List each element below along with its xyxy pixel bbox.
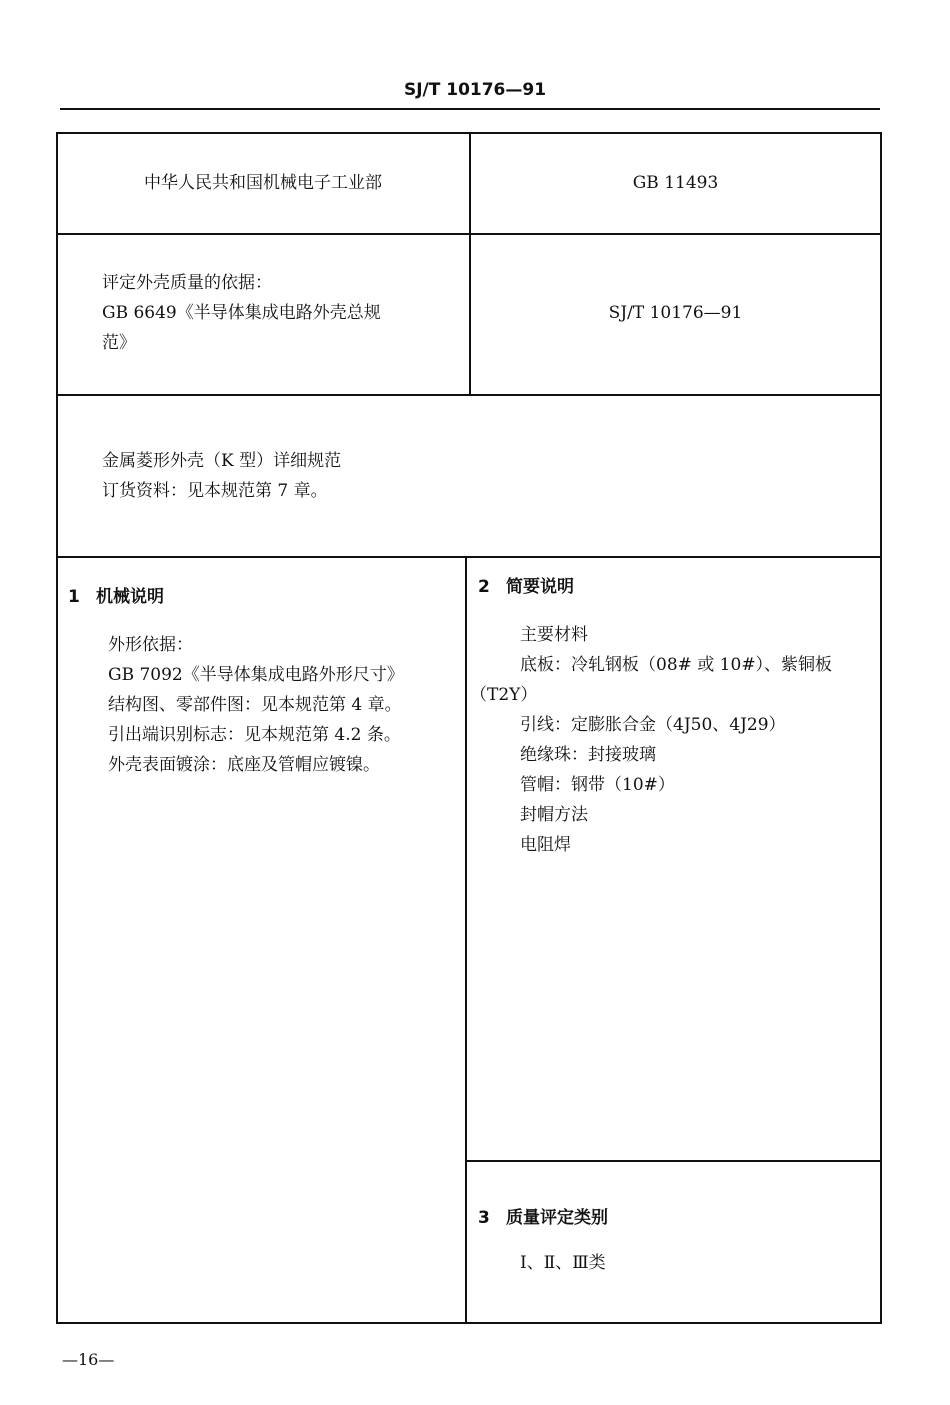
- section2-line: 主要材料: [520, 625, 588, 645]
- section3-divider: [465, 1160, 882, 1162]
- assessment-basis-line: GB 6649《半导体集成电路外壳总规: [102, 303, 381, 323]
- ordering-info: 订货资料：见本规范第 7 章。: [102, 481, 328, 501]
- page-number: —16—: [62, 1350, 115, 1369]
- spec-code: SJ/T 10176—91: [608, 303, 743, 323]
- assessment-basis: [102, 268, 462, 358]
- section3-number: 3: [478, 1208, 490, 1228]
- assessment-basis-line: 范》: [102, 333, 136, 353]
- section2-line: 底板：冷轧钢板（08# 或 10#）、紫铜板: [520, 655, 833, 675]
- section2-number: 2: [478, 577, 490, 597]
- quality-category: Ⅰ、Ⅱ、Ⅲ类: [520, 1253, 606, 1273]
- section2-heading: [478, 572, 574, 602]
- section3-heading: [478, 1203, 608, 1233]
- section1-heading: [68, 582, 164, 612]
- section2-line: 管帽：钢带（10#）: [520, 775, 675, 795]
- issuing-authority: 中华人民共和国机械电子工业部: [144, 173, 382, 193]
- section1-number: 1: [68, 587, 80, 607]
- assessment-basis-line: 评定外壳质量的依据：: [102, 273, 272, 293]
- section1-line: 外形依据：: [108, 635, 193, 655]
- section2-line: 封帽方法: [520, 805, 588, 825]
- section1-line: 结构图、零部件图：见本规范第 4 章。: [108, 695, 402, 715]
- section2-line: 绝缘珠：封接玻璃: [520, 745, 656, 765]
- section1-title: 机械说明: [96, 587, 164, 607]
- row2-divider: [56, 394, 882, 396]
- section2-line: 引线：定膨胀合金（4J50、4J29）: [520, 715, 786, 735]
- spec-title: 金属菱形外壳（K 型）详细规范: [102, 451, 342, 471]
- standard-number: GB 11493: [632, 173, 719, 193]
- section1-line: GB 7092《半导体集成电路外形尺寸》: [108, 665, 404, 685]
- row3-divider: [56, 556, 882, 558]
- document-code-header: SJ/T 10176—91: [403, 80, 547, 100]
- section2-line: 电阻焊: [520, 835, 571, 855]
- section1-line: 外壳表面镀涂：底座及管帽应镀镍。: [108, 755, 380, 775]
- section1-line: 引出端识别标志：见本规范第 4.2 条。: [108, 725, 401, 745]
- spec-title-block: [102, 446, 802, 506]
- section1-body: [108, 630, 460, 780]
- section2-body: [470, 620, 875, 860]
- section3-title: 质量评定类别: [506, 1208, 608, 1228]
- section2-title: 简要说明: [506, 577, 574, 597]
- bottom-column-divider: [465, 556, 467, 1324]
- section2-line: （T2Y）: [470, 685, 538, 705]
- header-rule: [60, 108, 880, 110]
